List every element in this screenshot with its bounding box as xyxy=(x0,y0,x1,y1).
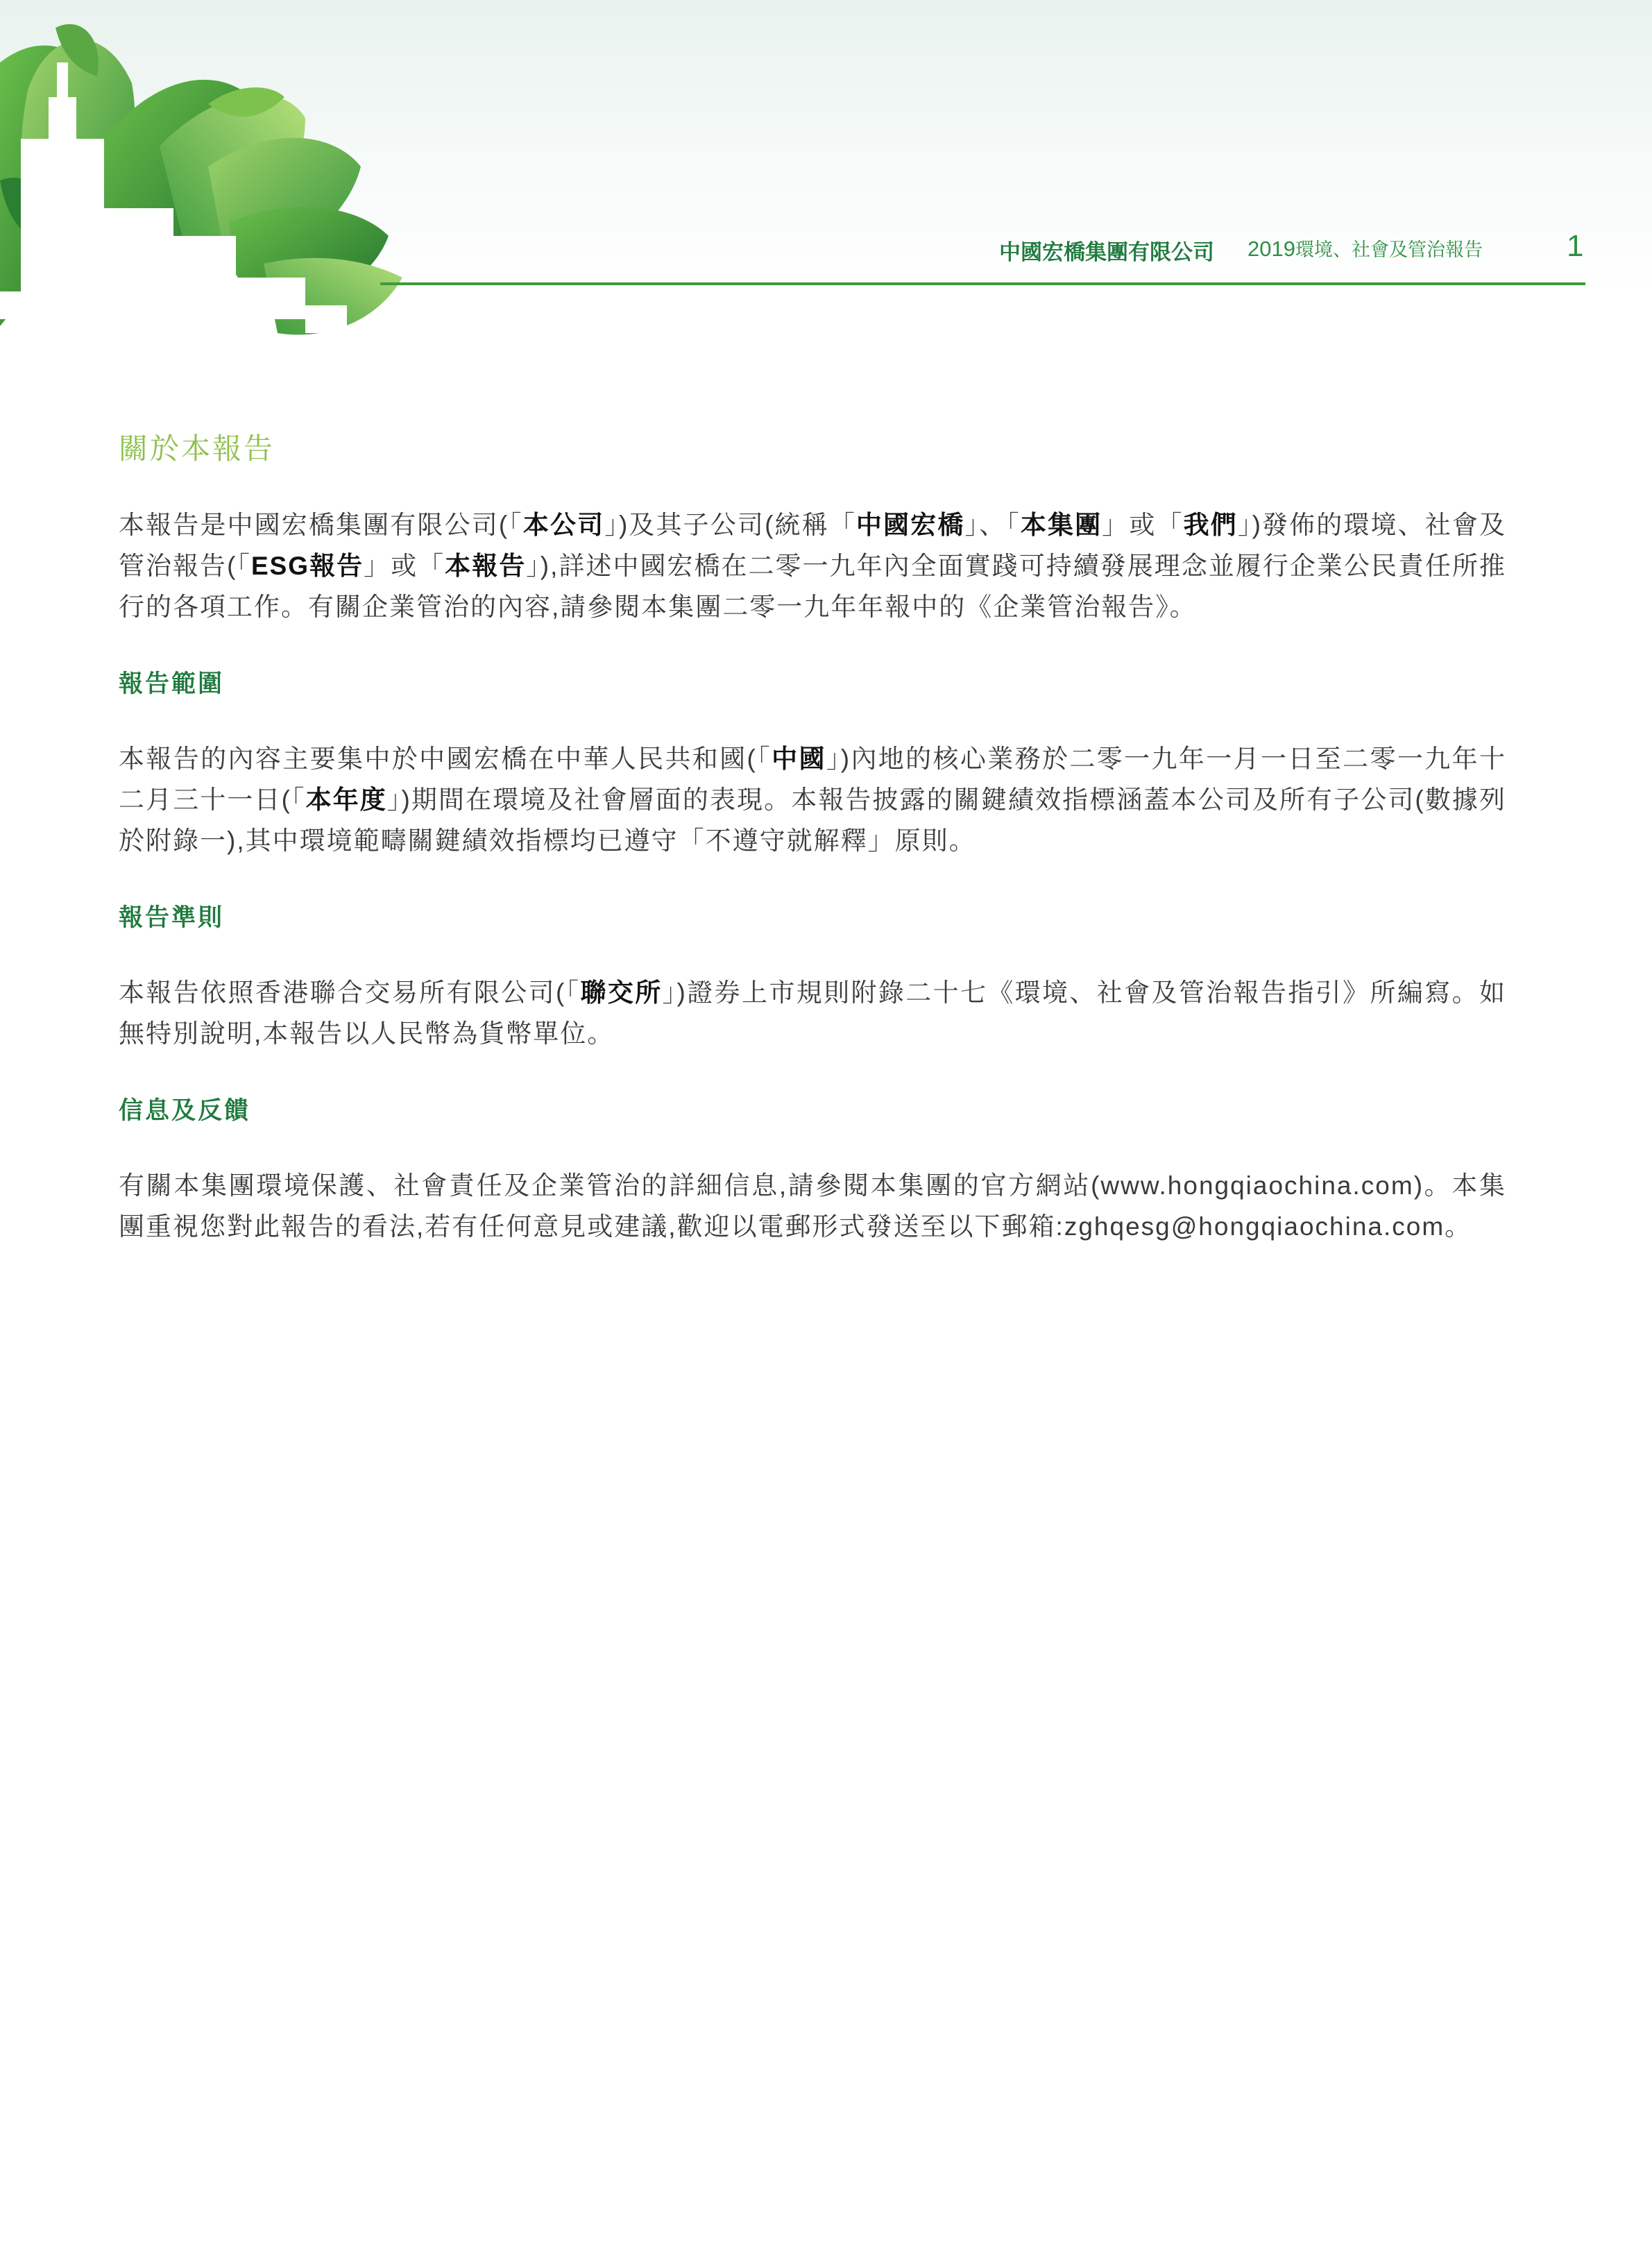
term-we: 我們 xyxy=(1183,511,1238,539)
term-china: 中國 xyxy=(772,745,826,773)
report-year: 2019 xyxy=(1247,237,1295,261)
term-esg-report: ESG報告 xyxy=(250,552,364,580)
term-group: 本集團 xyxy=(1020,511,1102,539)
company-name: 中國宏橋集團有限公司 xyxy=(999,240,1214,264)
guidelines-heading: 報告準則 xyxy=(119,904,225,931)
term-this-report: 本報告 xyxy=(445,552,527,580)
report-title xyxy=(1247,235,1483,262)
term-year: 本年度 xyxy=(305,785,387,814)
term-hongqiao: 中國宏橋 xyxy=(855,511,965,539)
guidelines-paragraph: 本報告依照香港聯合交易所有限公司(「聯交所」)證券上市規則附錄二十七《環境、社會及管治報告指引》所編寫。如無特別說明,本報告以人民幣為貨幣單位。 xyxy=(119,978,1507,1048)
scope-heading: 報告範圍 xyxy=(119,670,225,697)
intro-paragraph: 本報告是中國宏橋集團有限公司(「本公司」)及其子公司(統稱「中國宏橋」、「本集團」或「我們」)發佈的環境、社會及管治報告(「ESG報告」或「本報告」),詳述中國宏橋在二零一九年內全面實踐可持續發展理念並履行企業公民責任所推行的各項工作。有關企業管治的內容,請參閱本集團二零一九年年報中的《企業管治報告》。 xyxy=(119,511,1507,621)
term-company: 本公司 xyxy=(522,511,605,539)
page-number: 1 xyxy=(1567,229,1584,263)
term-hkex: 聯交所 xyxy=(580,978,663,1007)
scope-paragraph: 本報告的內容主要集中於中國宏橋在中華人民共和國(「中國」)內地的核心業務於二零一九年一月一日至二零一九年十二月三十一日(「本年度」)期間在環境及社會層面的表現。本報告披露的關鍵績效指標涵蓋本公司及所有子公司(數據列於附錄一),其中環境範疇關鍵績效指標均已遵守「不遵守就解釋」原則。 xyxy=(119,745,1507,855)
running-header xyxy=(999,229,1585,271)
report-title-text: 環境、社會及管治報告 xyxy=(1295,239,1483,260)
leaf-skyline-illustration xyxy=(0,0,416,361)
section-title: 關於本報告 xyxy=(119,432,275,465)
main-content xyxy=(119,427,1506,1247)
header-divider xyxy=(380,282,1585,285)
feedback-paragraph: 有關本集團環境保護、社會責任及企業管治的詳細信息,請參閱本集團的官方網站(www.hongqiaochina.com)。本集團重視您對此報告的看法,若有任何意見或建議,歡迎以電郵形式發送至以下郵箱:zghqesg@hongqiaochina.com。 xyxy=(119,1171,1506,1241)
feedback-heading: 信息及反饋 xyxy=(119,1097,251,1124)
